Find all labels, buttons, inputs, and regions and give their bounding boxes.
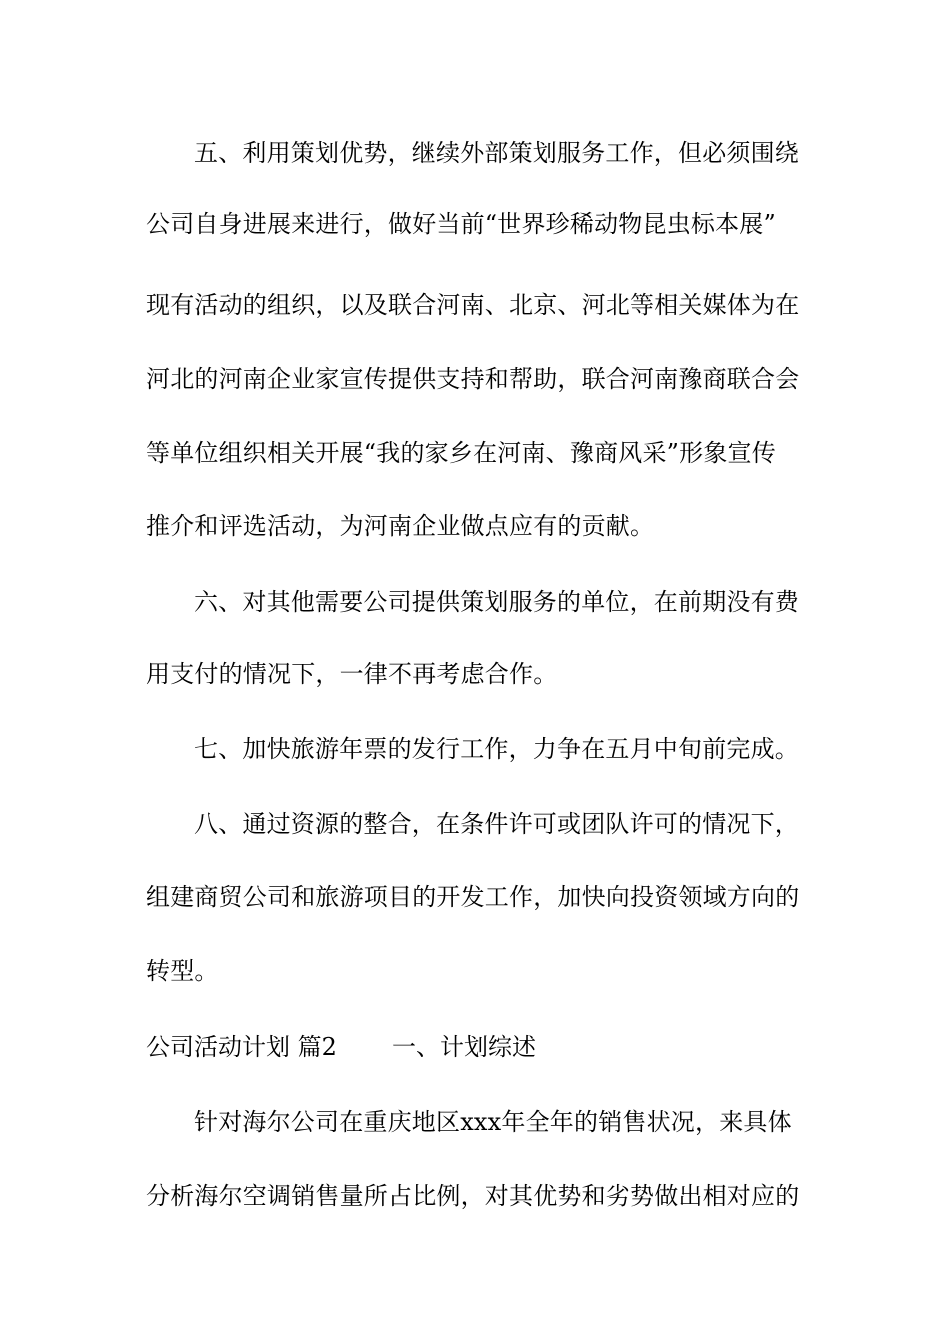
paragraph-5-line-3: 现有活动的组织，以及联合河南、北京、河北等相关媒体为在: [146, 291, 800, 319]
final-paragraph-line-2: 分析海尔空调销售量所占比例，对其优势和劣势做出相对应的: [146, 1182, 800, 1210]
section-heading: [146, 1032, 536, 1062]
paragraph-8-line-3: 转型。: [146, 957, 219, 985]
paragraph-5-line-2: 公司自身进展来进行，做好当前“世界珍稀动物昆虫标本展”: [146, 210, 776, 238]
section-heading-title: 公司活动计划 篇2: [146, 1033, 337, 1061]
paragraph-5-line-1: 五、利用策划优势，继续外部策划服务工作，但必须围绕: [194, 139, 799, 167]
paragraph-8-line-2: 组建商贸公司和旅游项目的开发工作，加快向投资领域方向的: [146, 883, 800, 911]
final-paragraph-line-1: 针对海尔公司在重庆地区xxx年全年的销售状况，来具体: [194, 1108, 792, 1136]
paragraph-6-line-2: 用支付的情况下，一律不再考虑合作。: [146, 660, 558, 688]
paragraph-7-line-1: 七、加快旅游年票的发行工作，力争在五月中旬前完成。: [194, 735, 799, 763]
paragraph-5-line-6: 推介和评选活动，为河南企业做点应有的贡献。: [146, 512, 655, 540]
section-heading-subtitle: 一、计划综述: [392, 1033, 536, 1061]
paragraph-5-line-4: 河北的河南企业家宣传提供支持和帮助，联合河南豫商联合会: [146, 365, 800, 393]
paragraph-5-line-5: 等单位组织相关开展“我的家乡在河南、豫商风采”形象宣传: [146, 439, 776, 467]
paragraph-8-line-1: 八、通过资源的整合，在条件许可或团队许可的情况下，: [194, 810, 799, 838]
paragraph-6-line-1: 六、对其他需要公司提供策划服务的单位，在前期没有费: [194, 588, 799, 616]
